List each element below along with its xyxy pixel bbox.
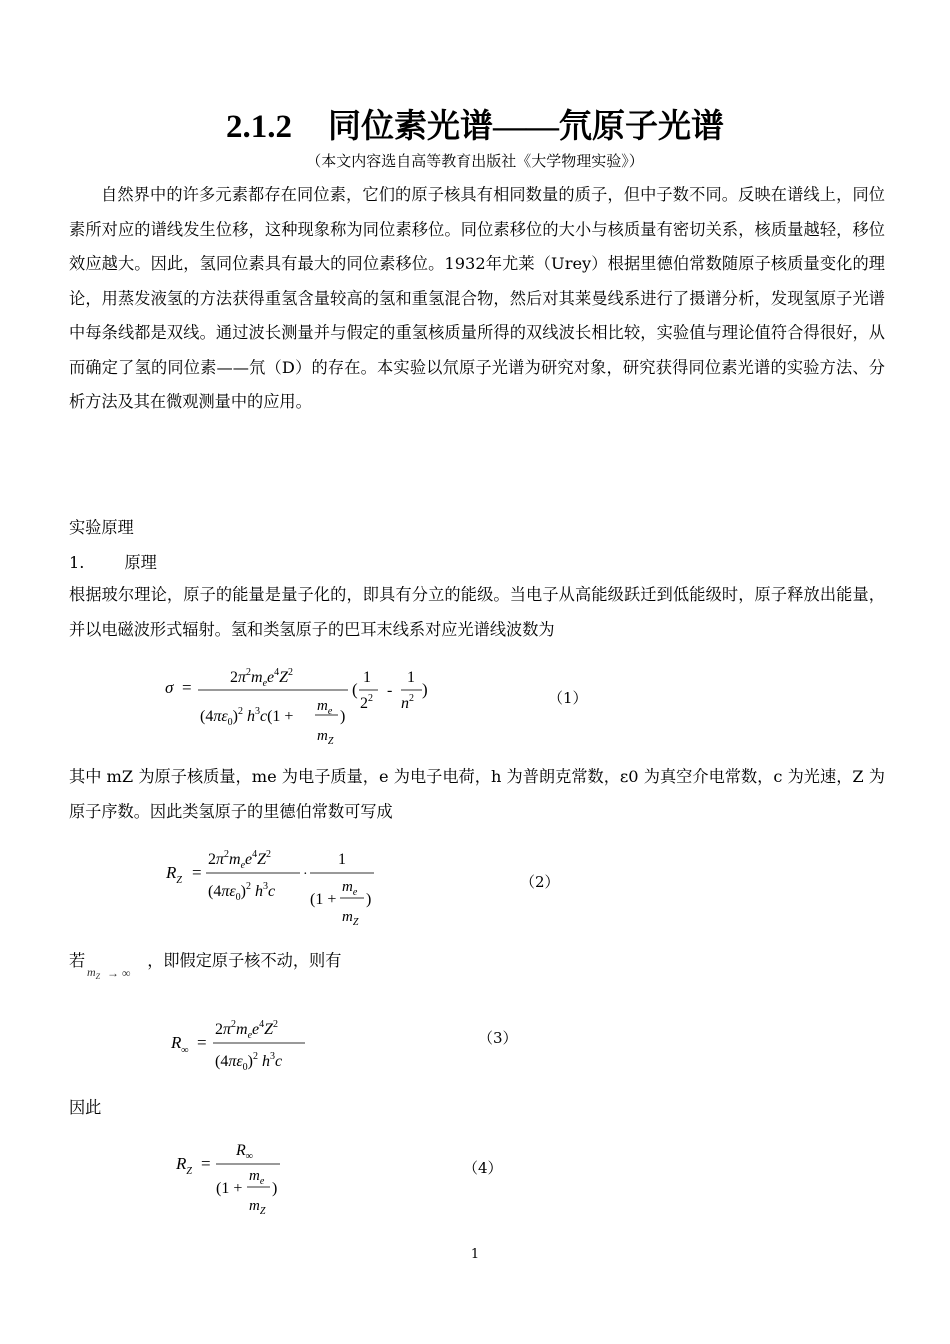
- intro-paragraph: 自然界中的许多元素都存在同位素，它们的原子核具有相同数量的质子，但中子数不同。反映在谱线上，同位素所对应的谱线发生位移，这种现象称为同位素移位。同位素移位的大小与核质量有密切关系，核质量越轻，移位效应越大。因此，氢同位素具有最大的同位素移位。1932年尤莱（Urey）根据里德伯常数随原子核质量变化的理论，用蒸发液氢的方法获得重氢含量较高的氢和重氢混合物，然后对其莱曼线系进行了摄谱分析，发现氢原子光谱中每条线都是双线。通过波长测量并与假定的重氢核质量所得的双线波长相比较，实验值与理论值符合得很好，从而确定了氢的同位素——氘（D）的存在。本实验以氘原子光谱为研究对象，研究获得同位素光谱的实验方法、分析方法及其在微观测量中的应用。: [69, 185, 885, 411]
- therefore-paragraph: 因此: [69, 1098, 102, 1117]
- svg-text:mZ: $m_Z$: [317, 728, 334, 747]
- symbols-paragraph: 其中 mZ 为原子核质量，me 为电子质量，e 为电子电荷，h 为普朗克常数，ε0 为真空介电常数，c 为光速，Z 为原子序数。因此类氢原子的里德伯常数可写成: [69, 767, 885, 821]
- svg-text:(4πε0)2 h3c: $(4\pi\varepsilon_0)^2$ $h^3c$: [215, 1051, 283, 1073]
- svg-text:=: =: [182, 678, 192, 697]
- if-text-before: 若: [69, 951, 86, 970]
- svg-text:): ): [340, 708, 346, 725]
- svg-text:): ): [272, 1180, 278, 1197]
- formula-mz-infinity: [85, 950, 147, 980]
- svg-text:RZ: $R_Z$: [166, 863, 182, 886]
- svg-text:mZ: $m_Z$: [87, 965, 101, 980]
- svg-text:=: =: [197, 1033, 207, 1052]
- source-note: （本文内容选自高等教育出版社《大学物理实验》）: [306, 152, 644, 170]
- formula-1-wavenumber: [160, 660, 450, 750]
- formula-4-rydberg-ratio: [170, 1137, 300, 1217]
- svg-text:(1 +: (1 +: [216, 1180, 243, 1197]
- title-number: 2.1.2: [226, 109, 292, 145]
- bohr-paragraph: 根据玻尔理论，原子的能量是量子化的，即具有分立的能级。当电子从高能级跃迁到低能级时，原子释放出能量，并以电磁波形式辐射。氢和类氢原子的巴耳末线系对应光谱线波数为: [69, 585, 885, 639]
- section-heading: 实验原理: [69, 518, 134, 537]
- equation-label-4: （4）: [463, 1159, 503, 1177]
- subsection-number: 1.: [69, 553, 85, 572]
- svg-text:·: ·: [303, 867, 308, 882]
- svg-text:1: 1: [363, 669, 371, 686]
- svg-text:RZ: $R_Z$: [176, 1154, 192, 1177]
- svg-text:me: $m_e$: [249, 1168, 265, 1187]
- subsection-heading: [69, 549, 157, 573]
- svg-text:=: =: [192, 863, 202, 882]
- page-number: 1: [470, 1247, 480, 1262]
- svg-text:2π2mee4Z2: $2\pi^2m_ee^4Z^2$: [208, 849, 272, 871]
- svg-text:-: -: [387, 682, 393, 699]
- svg-text:=: =: [201, 1154, 211, 1173]
- svg-text:R∞: $R_\infty$: [236, 1142, 253, 1162]
- svg-text:(4πε0)2 h3c: $(4\pi\varepsilon_0)^2$ $h^3c$: [208, 881, 276, 903]
- svg-text:me: $m_e$: [317, 698, 333, 717]
- equation-label-1: （1）: [548, 689, 588, 707]
- svg-text:): ): [422, 680, 428, 699]
- title-text: 同位素光谱——氘原子光谱: [328, 109, 724, 145]
- page-title: [0, 100, 950, 147]
- svg-text:σ: σ: [165, 678, 174, 697]
- svg-text:(: (: [352, 680, 358, 699]
- equation-label-2: （2）: [520, 873, 560, 891]
- svg-text:1: 1: [407, 669, 415, 686]
- svg-text:): ): [366, 891, 372, 908]
- svg-text:1: 1: [338, 851, 346, 868]
- svg-text:R∞: $R_\infty$: [171, 1033, 189, 1056]
- svg-text:n2: $n^2$: [401, 693, 414, 712]
- svg-text:22: $2^2$: [360, 693, 373, 712]
- svg-text:me: $m_e$: [342, 879, 358, 898]
- svg-text:→ ∞: → ∞: [107, 966, 131, 980]
- formula-3-rydberg-infinity: [165, 1012, 345, 1082]
- svg-text:mZ: $m_Z$: [249, 1198, 266, 1217]
- svg-text:2π2mee4Z2: $2\pi^2m_ee^4Z^2$: [215, 1019, 279, 1041]
- svg-text:mZ: $m_Z$: [342, 909, 359, 928]
- svg-text:(1 +: (1 +: [310, 891, 337, 908]
- svg-text:2π2mee4Z2: $2\pi^2m_ee^4Z^2$: [230, 667, 294, 689]
- equation-label-3: （3）: [478, 1029, 518, 1047]
- if-paragraph: [69, 944, 885, 980]
- subsection-label: 原理: [124, 553, 157, 572]
- svg-text:(4πε0)2 h3c(1 +: $(4\pi\varepsilon_0)^2$ $h^3c(1$ +: [200, 706, 294, 728]
- formula-2-rydberg-z: [160, 842, 390, 932]
- if-text-after: ，即假定原子核不动，则有: [147, 951, 342, 970]
